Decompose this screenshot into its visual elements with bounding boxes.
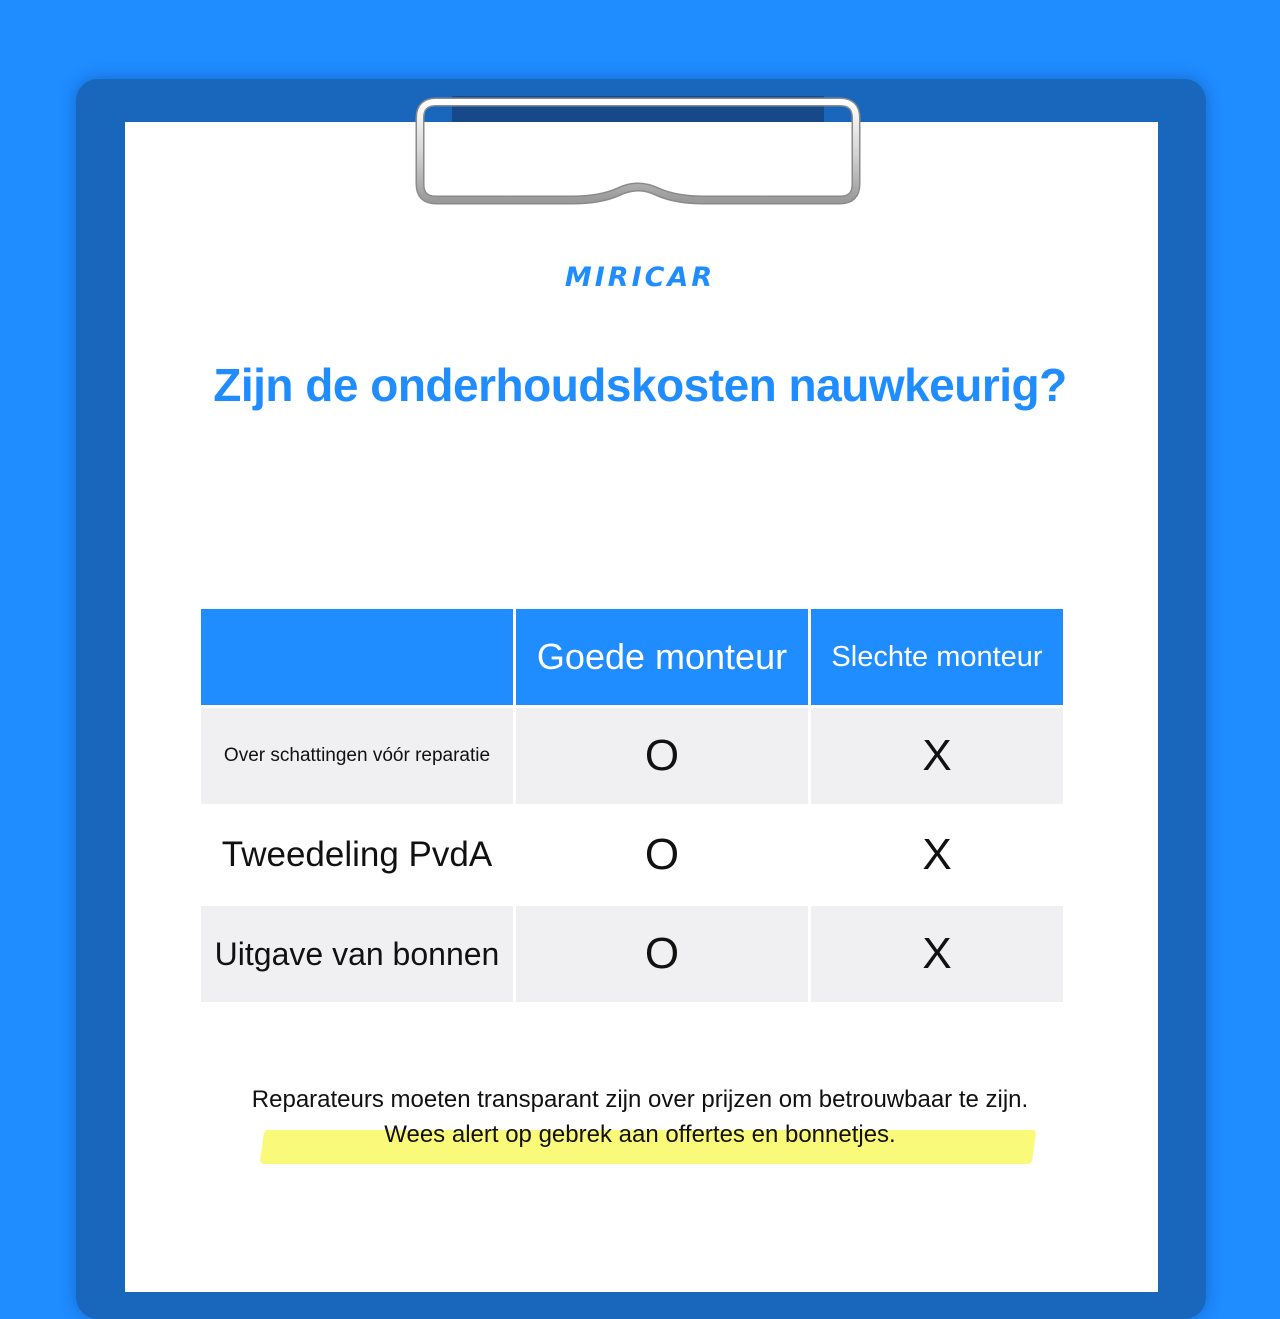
table-row xyxy=(201,906,1063,1002)
row-label: Tweedeling PvdA xyxy=(201,807,513,903)
good-mark: O xyxy=(516,906,808,1002)
page-title: Zijn de onderhoudskosten nauwkeurig? xyxy=(213,359,1067,411)
good-mark: O xyxy=(516,807,808,903)
row-label: Over schattingen vóór reparatie xyxy=(201,708,513,804)
footer-highlighted-text: Wees alert op gebrek aan offertes en bonnetjes. xyxy=(384,1121,896,1148)
bad-mark: X xyxy=(811,708,1063,804)
bad-mark: X xyxy=(811,807,1063,903)
footer-text: Reparateurs moeten transparant zijn over prijzen om betrouwbaar te zijn. xyxy=(251,1086,1029,1113)
good-mark: O xyxy=(516,708,808,804)
header-bad-mechanic: Slechte monteur xyxy=(811,609,1063,705)
clipboard-clip-icon xyxy=(414,96,862,208)
bad-mark: X xyxy=(811,906,1063,1002)
header-good-mechanic: Goede monteur xyxy=(516,609,808,705)
brand-logo: MIRICAR xyxy=(564,262,716,293)
row-label: Uitgave van bonnen xyxy=(201,906,513,1002)
header-empty xyxy=(201,609,513,705)
table-row xyxy=(201,807,1063,903)
comparison-table xyxy=(198,606,1066,1005)
table-row xyxy=(201,708,1063,804)
table-header-row xyxy=(201,609,1063,705)
